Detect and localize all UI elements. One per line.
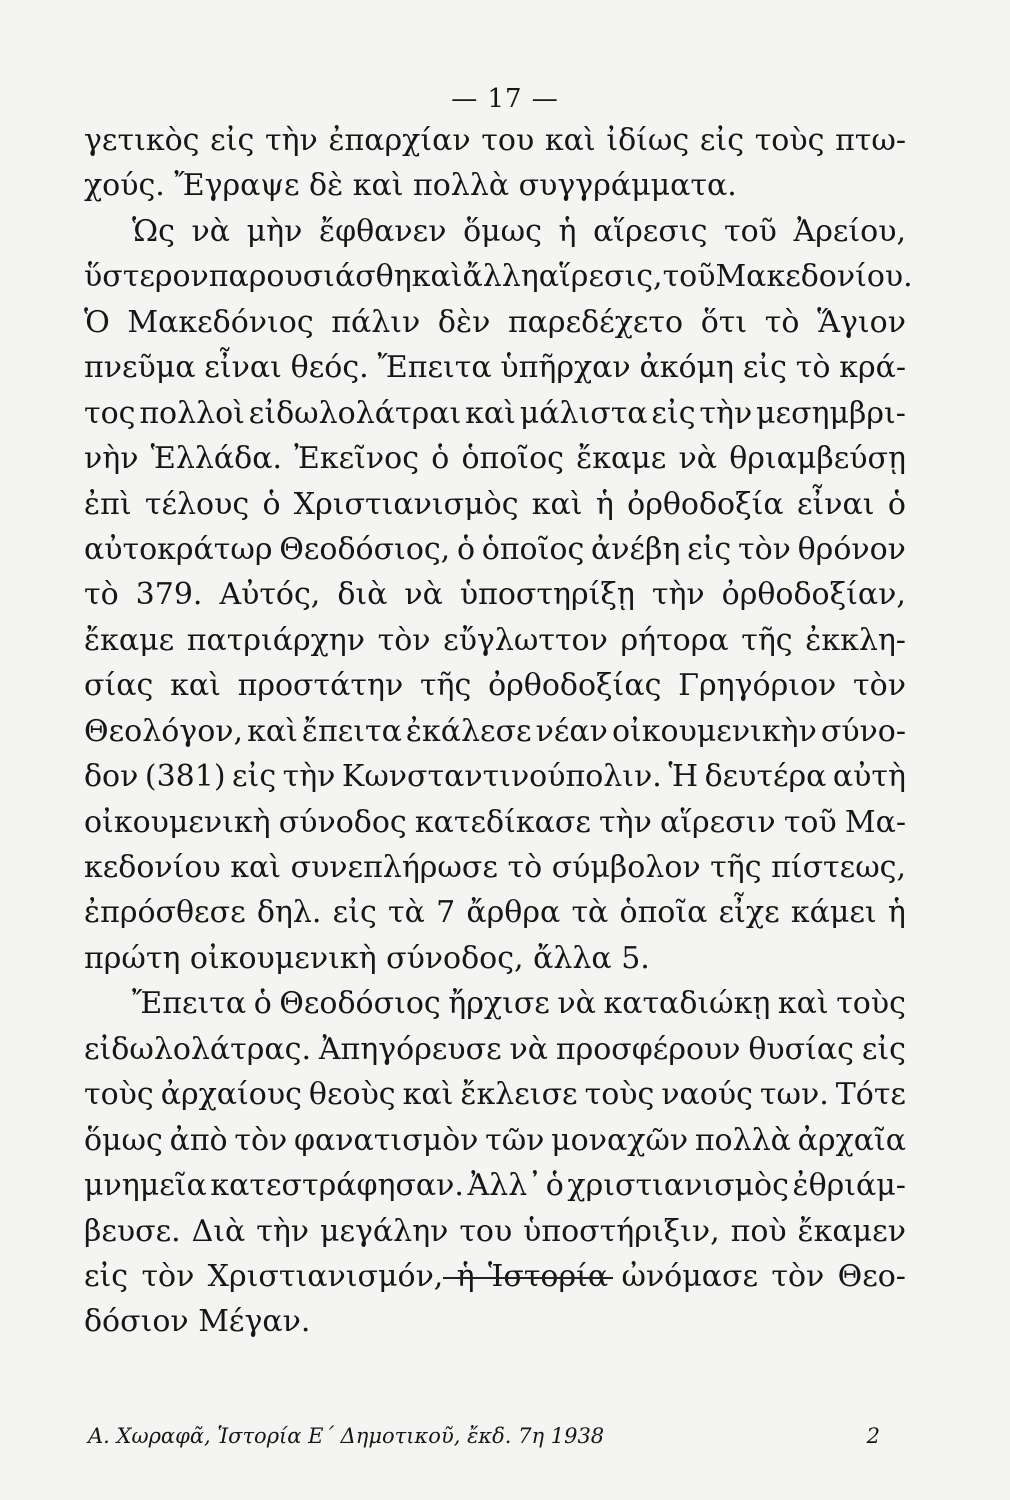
word: εἰς: [332, 895, 377, 931]
word: μνημεῖα: [84, 1168, 207, 1204]
word: τὸν: [377, 622, 431, 658]
word: ρήτορα: [620, 622, 729, 658]
word: δηλ.: [256, 895, 322, 931]
word: καὶ: [465, 395, 516, 431]
word: δὲν: [437, 304, 491, 340]
text-line: [84, 709, 906, 754]
word: ὁ: [456, 531, 476, 567]
word: σύνοδος: [278, 804, 407, 840]
word: πολλοὶ: [139, 395, 245, 431]
word: Τότε: [835, 1077, 906, 1113]
word: ἀνέβη: [591, 531, 681, 567]
word: τὴν: [282, 759, 336, 795]
word: ἤρχισε: [448, 986, 550, 1022]
word: εἰς: [210, 123, 255, 158]
word: ἐθριάμ-: [792, 1168, 906, 1204]
word: Χριστιανισμόν,: [207, 1258, 444, 1294]
word: κρά-: [839, 350, 906, 386]
body-text: [84, 118, 913, 1345]
word: πίστεως,: [771, 850, 906, 885]
word: οἰκουμενικὴν: [611, 713, 817, 749]
word: μὴν: [246, 213, 303, 249]
word: ὑποστηρίξῃ: [459, 577, 635, 613]
word: αὐτοκράτωρ: [84, 531, 273, 567]
word: εἰς: [742, 350, 787, 386]
word: τὸν: [853, 668, 906, 704]
word: ὁ: [262, 486, 281, 522]
word: τῆς: [419, 668, 472, 704]
word: Ἐκεῖνος: [294, 441, 419, 477]
word: παρεδέχετο: [507, 304, 684, 340]
text-line: [84, 1118, 906, 1163]
word: ὕστερον: [84, 259, 209, 295]
footnote-rule: [443, 1277, 613, 1279]
word: νὰ: [191, 213, 231, 249]
word: εἶναι: [204, 350, 282, 386]
word: Μακεδόνιος: [127, 304, 314, 340]
word: πάλιν: [331, 304, 421, 340]
word: Γρηγόριον: [678, 668, 837, 704]
word: Ὡς: [132, 213, 175, 249]
word: του: [481, 123, 535, 158]
word: καὶ: [777, 986, 829, 1022]
word: τὸ: [764, 304, 800, 340]
word: ἐπρόσθεσε: [84, 895, 246, 931]
word: τοὺς: [754, 123, 825, 158]
text-line: [84, 1072, 906, 1117]
text-line: δόσιον Μέγαν.: [84, 1304, 311, 1340]
text-line: [84, 572, 906, 617]
text-line: [84, 482, 906, 527]
word: θεοὺς: [308, 1077, 396, 1113]
word: τὸν: [737, 531, 791, 567]
word: νὰ: [678, 441, 717, 477]
word: ἡ: [456, 1258, 475, 1294]
word: παρουσιάσθη: [208, 259, 412, 295]
text-line: [84, 618, 906, 663]
text-line: [84, 209, 906, 254]
word: φανατισμὸν: [293, 1122, 479, 1158]
word: καὶ: [402, 1077, 454, 1113]
word: 7: [436, 895, 456, 931]
word: Θεολόγον,: [84, 713, 244, 749]
word: Ἀπηγόρευσε: [318, 1031, 502, 1067]
text-line: [84, 436, 906, 481]
word: τὰ: [571, 895, 609, 931]
word: ποὺ: [730, 1213, 787, 1249]
word: καὶ: [170, 668, 221, 704]
word: ἄρθρα: [466, 895, 561, 931]
word: Ἅγιον: [817, 304, 906, 340]
text-line: [84, 1027, 906, 1072]
word: θυσίας: [748, 1031, 854, 1067]
word: Ἱστορία: [487, 1258, 609, 1294]
word: εἰς: [699, 123, 744, 158]
word: ὁ: [431, 441, 450, 477]
page-number: — 17 —: [451, 84, 559, 114]
word: σίας: [84, 668, 154, 704]
word: τὸν: [771, 1258, 825, 1294]
text-line: [84, 981, 906, 1026]
word: νέαν: [535, 713, 608, 749]
word: Ἑλλάδα.: [150, 441, 283, 477]
word: εἰς: [687, 531, 732, 567]
word: τὸν: [234, 1122, 288, 1158]
word: δον: [84, 759, 139, 795]
text-line: πρώτη οἰκουμενικὴ σύνοδος, ἄλλα 5.: [84, 940, 650, 976]
text-line: [84, 800, 906, 845]
word: ἄλλη: [462, 259, 539, 295]
word: τοὺς: [836, 986, 906, 1022]
text-line: [84, 300, 906, 345]
word: οἰκουμενικὴ: [84, 804, 271, 840]
text-line: [84, 890, 906, 935]
word: βευσε.: [84, 1213, 181, 1249]
word: νὴν: [84, 441, 139, 477]
word: αἵρεσις: [593, 213, 708, 249]
word: αἵρεσιν: [659, 804, 776, 840]
word: ἔπειτα: [301, 713, 402, 749]
word: ἡ: [887, 895, 906, 931]
word: τέλους: [144, 486, 250, 522]
word: καὶ: [247, 713, 298, 749]
word: τὴν: [264, 123, 318, 158]
word: ἀρχαίους: [160, 1077, 302, 1113]
word: ὁ: [545, 1168, 564, 1204]
word: ἐπὶ: [84, 486, 132, 522]
word: Ἔπειτα: [132, 986, 247, 1022]
word: καὶ: [411, 259, 463, 295]
footer-citation: Α. Χωραφᾶ, Ἱστορία Ε΄ Δημοτικοῦ, ἔκδ. 7η 1938: [88, 1424, 605, 1448]
word: Θεοδόσιος: [279, 986, 441, 1022]
word: θριαμβεύσῃ: [729, 441, 906, 477]
word: ἔκαμεν: [797, 1213, 906, 1249]
word: τοὺς: [84, 1077, 154, 1113]
word: τὸ: [507, 850, 543, 885]
word: Ἔπειτα: [377, 350, 492, 386]
word: τοὺς: [584, 1077, 655, 1113]
word: ὠνόμασε: [621, 1258, 759, 1294]
word: νὰ: [557, 986, 596, 1022]
word: Μακεδονίου.: [715, 259, 913, 295]
word: τοῦ: [662, 259, 716, 295]
word: (381): [144, 759, 226, 795]
word: διὰ: [337, 577, 388, 613]
word: θεός.: [290, 350, 369, 386]
word: ὅμως: [463, 213, 542, 249]
word: ὀρθοδοξία: [627, 486, 784, 522]
word: πτω-: [835, 123, 906, 158]
word: καὶ: [531, 486, 583, 522]
word: σύμβολον: [551, 850, 701, 885]
word: προστάτην: [237, 668, 404, 704]
word: ὁ: [887, 486, 906, 522]
word: αἵρεσις,: [538, 259, 663, 295]
word: θρόνον: [797, 531, 906, 567]
word: ἰδίως: [606, 123, 690, 158]
word: εἶχε: [718, 895, 780, 931]
word: ὅμως: [84, 1122, 163, 1158]
word: τῆς: [710, 850, 762, 885]
word: Διὰ: [191, 1213, 246, 1249]
word: νὰ: [404, 577, 443, 613]
word: ναούς: [661, 1077, 753, 1113]
word: κατεστράφησαν.: [210, 1168, 464, 1204]
text-line: [84, 254, 913, 299]
word: ἐκκλη-: [805, 622, 906, 658]
word: πατριάρχην: [186, 622, 366, 658]
word: Ἀλλ᾽: [467, 1168, 543, 1204]
word: προσφέρουν: [555, 1031, 741, 1067]
word: ὀρθοδοξίαν,: [721, 577, 906, 613]
word: μάλιστα: [519, 395, 648, 431]
word: καταδιώκῃ: [603, 986, 771, 1022]
word: Χριστιανισμὸς: [293, 486, 519, 522]
word: Θεο-: [837, 1258, 906, 1294]
word: ὑποστήριξιν,: [523, 1213, 720, 1249]
text-line: [84, 754, 906, 799]
word: Αὐτός,: [219, 577, 321, 613]
word: ἔκαμε: [576, 441, 667, 477]
word: δευτέρα: [704, 759, 827, 795]
word: ὅτι: [700, 304, 748, 340]
word: ὁποῖα: [619, 895, 708, 931]
text-line: [84, 118, 906, 163]
text-line: [84, 391, 906, 436]
word: τῶν: [485, 1122, 545, 1158]
word: εἰδωλολάτρας.: [84, 1031, 312, 1067]
word: μοναχῶν: [551, 1122, 689, 1158]
word: ἀκόμη: [639, 350, 735, 386]
word: Ἀρείου,: [793, 213, 906, 249]
word: τοῦ: [724, 213, 777, 249]
text-line: [84, 663, 906, 708]
page-footer: [88, 1424, 880, 1448]
word: τοῦ: [783, 804, 837, 840]
word: Ὁ: [84, 304, 110, 340]
word: πνεῦμα: [84, 350, 196, 386]
word: τὰ: [387, 895, 425, 931]
word: τος: [84, 395, 136, 431]
word: ἀρχαῖα: [797, 1122, 906, 1158]
word: του: [459, 1213, 513, 1249]
word: τὴν: [651, 577, 705, 613]
word: τὴν: [256, 1213, 310, 1249]
text-line: [84, 845, 906, 890]
word: τῆς: [741, 622, 793, 658]
word: ἔφθανεν: [319, 213, 447, 249]
word: ἡ: [595, 486, 614, 522]
word: σύνο-: [820, 713, 906, 749]
word: τὸ: [84, 577, 119, 613]
word: Ἡ: [668, 759, 699, 795]
word: χριστιανισμὸς: [567, 1168, 789, 1204]
word: τὸ: [795, 350, 831, 386]
word: τὴν: [699, 395, 753, 431]
word: εἰς: [651, 395, 696, 431]
word: τὴν: [599, 804, 652, 840]
text-line: [84, 527, 906, 572]
text-line: [84, 1209, 906, 1254]
word: εἰς: [861, 1031, 906, 1067]
word: πολλὰ: [694, 1122, 791, 1158]
word: μεσημβρι-: [756, 395, 906, 431]
word: κεδονίου: [84, 850, 221, 885]
word: νὰ: [509, 1031, 549, 1067]
word: εἰδωλολάτραι: [248, 395, 462, 431]
word: εἶναι: [796, 486, 875, 522]
text-line: [84, 1163, 906, 1208]
word: Θεοδόσιος,: [279, 531, 451, 567]
text-line: [84, 345, 906, 390]
word: ὁ: [253, 986, 272, 1022]
word: ὁποῖος: [461, 441, 564, 477]
word: εἰς: [232, 759, 277, 795]
word: Κωνσταντινούπολιν.: [341, 759, 662, 795]
word: καὶ: [544, 123, 596, 158]
word: 379.: [135, 577, 203, 613]
word: ἐκάλεσε: [405, 713, 532, 749]
word: ἐπαρχίαν: [328, 123, 471, 158]
word: Μα-: [844, 804, 906, 840]
word: κάμει: [790, 895, 877, 931]
word: ἀπὸ: [169, 1122, 228, 1158]
word: τὸν: [141, 1258, 195, 1294]
word: κατεδίκασε: [414, 804, 591, 840]
word: των.: [759, 1077, 829, 1113]
word: ἔκλεισε: [460, 1077, 578, 1113]
word: ἔκαμε: [84, 622, 175, 658]
word: αὐτὴ: [832, 759, 906, 795]
word: γετικὸς: [84, 123, 200, 158]
word: μεγάλην: [319, 1213, 449, 1249]
text-line: χούς. Ἔγραψε δὲ καὶ πολλὰ συγγράμματα.: [84, 168, 737, 204]
word: ὁποῖος: [481, 531, 585, 567]
word: συνεπλήρωσε: [290, 850, 498, 885]
word: καὶ: [230, 850, 282, 885]
word: ὑπῆρχαν: [500, 350, 631, 386]
word: εἰς: [84, 1258, 129, 1294]
word: εὔγλωττον: [443, 622, 608, 658]
word: ἡ: [558, 213, 577, 249]
signature-mark: 2: [866, 1424, 880, 1448]
word: ὀρθοδοξίας: [488, 668, 662, 704]
